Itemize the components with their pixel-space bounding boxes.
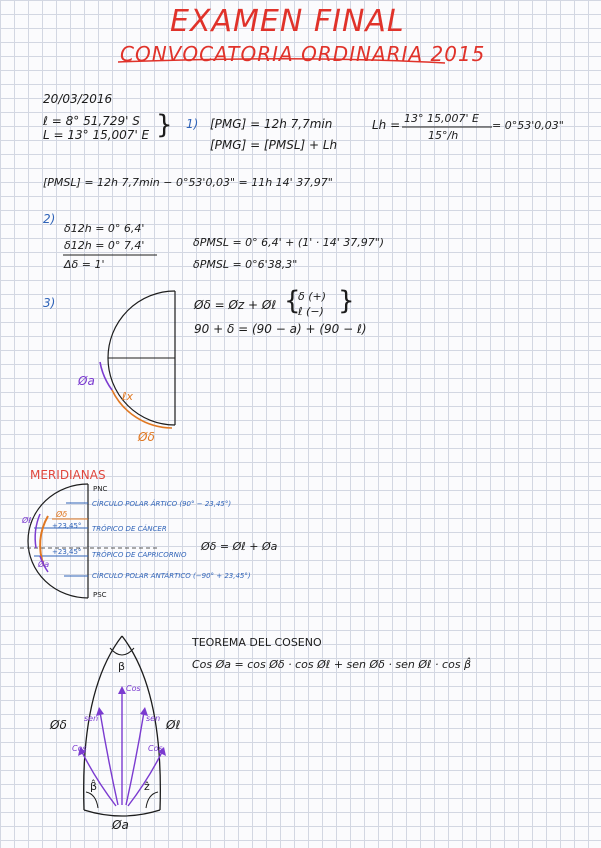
triangle-phi-l: Øℓ <box>166 718 181 732</box>
plus-2345-top: +23,45° <box>52 522 82 530</box>
triangle-phi-d: Øδ <box>50 718 67 732</box>
pnc-label: PNC <box>93 485 108 493</box>
phi-a-label: Øa <box>78 374 95 388</box>
delta-delta: Δδ = 1' <box>64 258 105 271</box>
beta-top: β <box>118 660 126 673</box>
meridianas-formula: Øδ = Øℓ + Øa <box>201 540 278 553</box>
beta-left: β̂ <box>90 780 98 793</box>
step2-label: 2) <box>43 212 56 226</box>
lh-label: Lh = <box>372 118 401 132</box>
d12h-1: δ12h = 0° 6,4' <box>64 222 145 235</box>
latitude: ℓ = 8° 51,729' S <box>43 114 140 128</box>
tropico-cancer: TRÓPICO DE CÁNCER <box>92 525 167 533</box>
coord-brace: } <box>156 110 173 140</box>
circulo-polar-artico: CÍRCULO POLAR ÁRTICO (90° − 23,45°) <box>92 500 232 508</box>
eq1-brace-close: } <box>338 286 355 316</box>
meridianas-title: MERIDIANAS <box>30 468 106 482</box>
phi-d-label: Øδ <box>138 430 155 444</box>
lh-result: = 0°53'0,03" <box>492 119 564 132</box>
page-subtitle: CONVOCATORIA ORDINARIA 2015 <box>120 42 486 66</box>
d12h-2: δ12h = 0° 7,4' <box>64 239 145 252</box>
beta-right: ẑ <box>144 780 150 793</box>
pmsl-line: [PMSL] = 12h 7,7min − 0°53'0,03" = 11h 14' 37,97" <box>43 176 333 189</box>
step1-line2: [PMG] = [PMSL] + Lh <box>210 138 338 152</box>
circulo-polar-antartico: CÍRCULO POLAR ANTÁRTICO (−90° + 23,45°) <box>92 572 251 580</box>
eq1: Øδ = Øz + Øℓ <box>194 298 277 312</box>
cos-right: Cos <box>148 744 163 753</box>
step3-label: 3) <box>43 296 56 310</box>
sen-left: sen <box>84 714 99 723</box>
eq1-brace-top: δ (+) <box>298 290 327 303</box>
page-title: EXAMEN FINAL <box>170 4 405 39</box>
lh-denominator: 15°/h <box>428 129 459 142</box>
psc-label: PSC <box>93 591 107 599</box>
dpmsl-2: δPMSL = 0°6'38,3" <box>193 258 298 271</box>
cos-left: Cos <box>72 744 87 753</box>
meridianas-phi-a: Øa <box>38 560 50 569</box>
longitude: L = 13° 15,007' E <box>43 128 150 142</box>
eq1-brace-bottom: ℓ (−) <box>298 305 324 318</box>
eq1-brace: { <box>284 286 301 316</box>
triangle-phi-a: Øa <box>112 818 129 832</box>
step1-label: 1) <box>186 117 199 131</box>
coseno-title: TEOREMA DEL COSENO <box>192 636 322 649</box>
meridianas-phi-l: Øℓ <box>22 516 32 525</box>
cos-top: Cos <box>126 684 141 693</box>
date: 20/03/2016 <box>43 92 113 106</box>
phi-x-label: ℓx <box>122 390 134 403</box>
meridianas-phi-d: Øδ <box>56 510 68 519</box>
plus-2345-bottom: +23,45° <box>52 548 82 556</box>
dpmsl-1: δPMSL = 0° 6,4' + (1' · 14' 37,97") <box>193 236 385 249</box>
step1-line1: [PMG] = 12h 7,7min <box>210 117 333 131</box>
coseno-formula: Cos Øa = cos Øδ · cos Øℓ + sen Øδ · sen Øℓ · cos β̂ <box>192 658 472 671</box>
lh-numerator: 13° 15,007' E <box>404 112 479 125</box>
tropico-capricornio: TRÓPICO DE CAPRICORNIO <box>92 551 187 559</box>
sen-right: sen <box>146 714 161 723</box>
eq2: 90 + δ = (90 − a) + (90 − ℓ) <box>194 322 367 336</box>
